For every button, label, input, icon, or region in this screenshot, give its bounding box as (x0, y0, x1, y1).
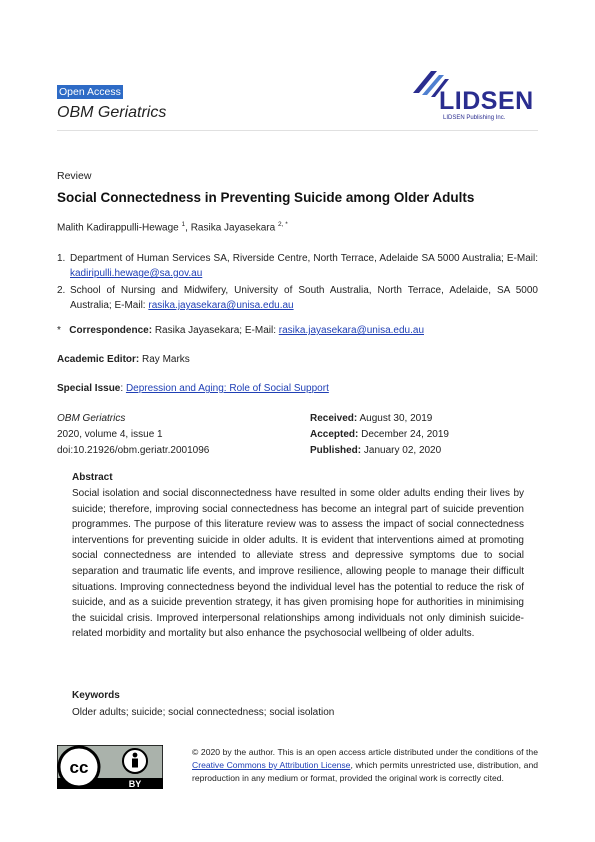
article-title: Social Connectedness in Preventing Suicide among Older Adults (57, 190, 475, 205)
affiliation-text: Department of Human Services SA, Riverside Centre, North Terrace, Adelaide SA 5000 Australia; E-Mail: (70, 253, 538, 264)
date-accepted (310, 427, 449, 443)
date-label: Received: (310, 413, 358, 424)
author-name: Rasika Jayasekara (190, 222, 276, 234)
correspondence-label: Correspondence: (69, 325, 153, 336)
cc-by-license-icon[interactable] (57, 745, 163, 789)
author-affiliation-marker: 1 (181, 221, 186, 228)
date-label: Accepted: (310, 429, 359, 440)
article-type: Review (57, 170, 92, 182)
license-text (192, 746, 538, 786)
correspondence-email-link[interactable]: rasika.jayasekara@unisa.edu.au (278, 325, 424, 336)
header-divider (57, 130, 538, 131)
special-issue-sep: : (120, 383, 126, 394)
cc-icon-text: cc (69, 758, 89, 777)
editor-label: Academic Editor: (57, 354, 140, 365)
open-access-badge: Open Access (59, 86, 121, 98)
special-issue-link[interactable]: Depression and Aging: Role of Social Support (125, 383, 329, 394)
abstract-heading: Abstract (72, 472, 113, 483)
correspondence (57, 325, 424, 336)
abstract-text: Social isolation and social disconnectedness have resulted in some older adults ending their lives by suicide; therefore, improving social connectedness has become an integral part of suicide prevention programmes. The purpose of this literature review was to assess the impact of social connectedness interventions for preventing suicide in older adults. It is evident that interventions aimed at promoting social connectedness are intended to alleviate stress and depressive symptoms due to social separation and traumatic life events, and improve resilience, allowing people to manage their difficult situations. Improving connectedness beyond the individual level has the potential to reduce the risk of suicide, and as a suicide prevention strategy, it has given promising hope for authorities in minimising the suicidal crisis. Improved interpersonal relationships among individuals not only diminish suicide-related morbidity and mortality but also enhance the psychosocial wellbeing of older adults. (72, 488, 524, 640)
author-name: Malith Kadirappulli-Hewage (57, 222, 179, 234)
special-issue (57, 383, 329, 394)
dates-info (310, 411, 449, 459)
meta-doi: doi:10.21926/obm.geriatr.2001096 (57, 445, 210, 456)
email-link[interactable]: kadiripulli.hewage@sa.gov.au (70, 268, 203, 279)
affiliation-text: School of Nursing and Midwifery, University of South Australia, North Terrace, Adelaide, SA 5000 Australia; E-Mail: (70, 285, 538, 311)
date-label: Published: (310, 445, 362, 456)
correspondence-star: * (57, 325, 61, 336)
keywords-heading: Keywords (72, 690, 120, 701)
logo-text: LIDSEN (439, 87, 534, 115)
date-value: January 02, 2020 (361, 445, 442, 456)
logo-subtext: LIDSEN Publishing Inc. (443, 115, 506, 121)
affiliation-number: 1. (57, 253, 66, 264)
journal-title: OBM Geriatrics (57, 104, 167, 121)
date-value: December 24, 2019 (358, 429, 449, 440)
date-value: August 30, 2019 (357, 413, 433, 424)
date-received (310, 411, 449, 427)
author-separator: , (185, 222, 191, 234)
lidsen-logo (405, 65, 545, 123)
date-published (310, 443, 449, 459)
email-link[interactable]: rasika.jayasekara@unisa.edu.au (148, 300, 294, 311)
academic-editor (57, 354, 190, 365)
author-affiliation-marker: 2, * (277, 221, 288, 228)
editor-name: Ray Marks (139, 354, 190, 365)
keywords-text: Older adults; suicide; social connectedness; social isolation (72, 707, 335, 718)
special-issue-label: Special Issue (57, 383, 121, 394)
license-text-after: , which permits unrestricted use, distribution, and reproduction in any medium or format, provided the original work is correctly cited. (192, 760, 539, 784)
by-icon-text: BY (128, 779, 142, 789)
publication-info (57, 411, 209, 459)
license-text-before: © 2020 by the author. This is an open access article distributed under the conditions of the (192, 747, 538, 757)
author-list (57, 221, 288, 233)
correspondence-text: Rasika Jayasekara; E-Mail: (152, 325, 279, 336)
affiliation-number: 2. (57, 285, 66, 296)
license-link[interactable]: Creative Commons by Attribution License (192, 760, 351, 771)
meta-volume: 2020, volume 4, issue 1 (57, 429, 163, 440)
meta-journal: OBM Geriatrics (57, 413, 126, 424)
